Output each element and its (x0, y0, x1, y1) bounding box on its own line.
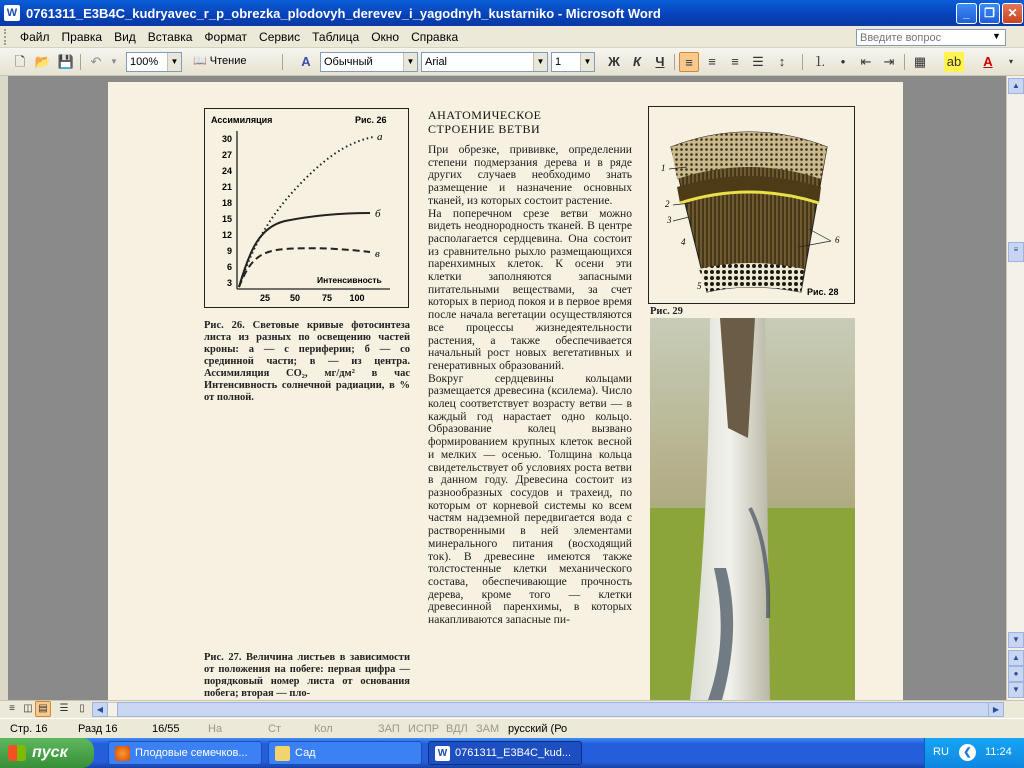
fig28-number: 6 (835, 235, 840, 245)
curve-label: а (377, 131, 383, 143)
body-text: При обрезке, прививке, определении степени подмерзания дерева и в ряде других случаев необходимо знать размещение и назначение основных тканей, из которых состоит растение. На поперечном срезе ветви можно видеть неоднородность тканей. В центре располагается сердцевина. Она состоит из сравнительно рыхло размещающихся паренхимных клеток. К осени эти клетки заполняются запасными питательными веществами, за счет которых в период покоя и в первое время после начала вегетации осуществляются все процессы жизнедеятельности растения, а также обеспечивается начальный рост новых вегетативных и генеративных образований. Вокруг сердцевины кольцами размещается древесина (ксилема). Число колец соответствует возрасту ветви — в каждый год нарастает одно кольцо. Образование колец вызвано формированием крупных клеток весной и мелких — осенью. Толщина кольца свидетельствует об условиях роста ветви в данном году. Древесина состоит из разнообразных сосудов и трахеид, по которым от корневой системы ко всем частям надземной передвигается вода с растворенными в ней элементами минерального питания (восходящий ток). В древесине имеются также толстостенные клетки механического состава, обеспечивающие прочность дерева, кроме того — клетки древесинной паренхимы, в которых накапливаются запасные пи- (428, 143, 632, 627)
status-trk[interactable]: ИСПР (408, 723, 440, 735)
figure-28-cross-section (648, 106, 855, 304)
horizontal-scrollbar[interactable] (92, 702, 1004, 717)
align-right-icon[interactable]: ≡ (731, 54, 739, 69)
fig28-number: 2 (665, 199, 670, 209)
x-tick: 75 (321, 293, 333, 303)
windows-logo-icon (8, 745, 26, 761)
fig28-label: Рис. 28 (807, 287, 839, 297)
scroll-down-icon[interactable]: ▼ (1008, 632, 1024, 648)
taskbar-item-label: Сад (295, 747, 316, 759)
y-tick: 27 (221, 150, 232, 160)
status-section: Разд 16 (78, 723, 118, 735)
new-document-icon[interactable]: 🗋 (14, 54, 26, 69)
fig26-xlabel: Интенсивность (317, 275, 382, 285)
curve-label: б (375, 208, 381, 220)
word-app-icon[interactable]: W (4, 5, 20, 21)
scroll-right-icon[interactable]: ▶ (988, 702, 1004, 717)
firefox-icon (115, 746, 130, 761)
taskbar-item-folder[interactable] (268, 741, 422, 765)
menu-help[interactable]: Справка (411, 29, 459, 44)
status-line: Ст (268, 723, 281, 735)
y-tick: 24 (221, 166, 232, 176)
y-tick: 6 (226, 262, 232, 272)
help-dropdown-icon[interactable]: ▼ (992, 31, 1001, 41)
menu-table[interactable]: Таблица (312, 29, 360, 44)
x-tick: 25 (259, 293, 271, 303)
font-color-icon[interactable]: A (983, 54, 993, 69)
normal-view-icon[interactable]: ≡ (9, 703, 15, 714)
language-indicator[interactable]: RU (933, 746, 949, 758)
y-tick: 18 (221, 198, 232, 208)
fig28-number: 4 (681, 237, 686, 247)
chevron-down-icon: ▼ (403, 53, 417, 71)
zoom-value: 100% (130, 56, 159, 68)
horizontal-scroll-thumb[interactable] (117, 702, 989, 717)
vertical-scrollbar[interactable] (1006, 76, 1024, 700)
chevron-down-icon: ▼ (533, 53, 547, 71)
chevron-down-icon: ▼ (167, 53, 181, 71)
curve-label: в (375, 248, 380, 260)
italic-button[interactable]: К (633, 54, 641, 69)
fig28-number: 5 (697, 281, 702, 291)
menu-tools[interactable]: Сервис (259, 29, 301, 44)
scroll-thumb[interactable]: ≡ (1008, 242, 1024, 262)
highlight-icon[interactable]: ab (944, 52, 964, 72)
curve-a (239, 137, 373, 287)
figure-27-caption: Рис. 27. Величина листьев в зависимости от положения на побеге: первая цифра — порядковый номер листа от основания побега; вторая — пло- (204, 652, 410, 699)
fig28-number: 1 (661, 163, 666, 173)
y-tick: 15 (221, 214, 232, 224)
status-ext[interactable]: ВДЛ (446, 723, 468, 735)
fig28-number: 3 (667, 215, 672, 225)
language-switch-icon[interactable]: ❮ (959, 744, 976, 761)
menu-format[interactable]: Формат (204, 29, 248, 44)
taskbar-item-firefox[interactable] (108, 741, 262, 765)
fig26-label: Рис. 26 (355, 115, 387, 125)
read-mode-label: Чтение (209, 55, 247, 67)
next-page-icon[interactable]: ▼ (1008, 682, 1024, 698)
scroll-up-icon[interactable]: ▲ (1008, 78, 1024, 94)
word-icon: W (435, 746, 450, 761)
zoom-combo[interactable] (126, 52, 182, 72)
font-size-combo[interactable] (551, 52, 595, 72)
font-value: Arial (425, 56, 448, 68)
status-at: На (208, 723, 223, 735)
folder-icon (275, 746, 290, 761)
menu-grip[interactable] (4, 29, 8, 45)
section-heading (428, 108, 541, 136)
status-page: Стр. 16 (10, 723, 48, 735)
align-left-icon[interactable]: ≡ (679, 52, 699, 72)
view-buttons-bar (0, 700, 1024, 718)
fig26-ylabel: Ассимиляция (211, 115, 273, 125)
figure-26-chart (204, 108, 409, 308)
system-tray (924, 738, 1024, 768)
chevron-down-icon: ▼ (580, 53, 594, 71)
status-bar (0, 718, 1024, 738)
undo-icon[interactable]: ↶ (90, 54, 102, 69)
line-spacing-icon[interactable]: ↕ (778, 54, 786, 69)
web-view-icon[interactable]: ◫ (23, 703, 33, 714)
outline-view-icon[interactable]: ☰ (59, 703, 69, 714)
document-page[interactable] (108, 82, 903, 700)
figure-29-photo (650, 318, 855, 700)
save-icon[interactable]: 💾 (57, 54, 75, 69)
menu-file[interactable]: Файл (20, 29, 50, 44)
y-tick: 9 (226, 246, 232, 256)
scroll-left-icon[interactable]: ◀ (92, 702, 108, 717)
minimize-button[interactable]: _ (956, 3, 977, 24)
status-col: Кол (314, 723, 333, 735)
status-page-count: 16/55 (152, 723, 180, 735)
standard-toolbar (0, 48, 1024, 76)
taskbar-item-word[interactable] (428, 741, 582, 765)
heading-line-2: СТРОЕНИЕ ВЕТВИ (428, 122, 541, 136)
open-folder-icon[interactable]: 📂 (34, 54, 52, 69)
toolbar-options-icon[interactable]: ▾ (1008, 57, 1013, 66)
taskbar-item-label: Плодовые семечков... (135, 747, 248, 759)
title-bar (0, 0, 1024, 26)
taskbar-item-label: 0761311_E3B4C_kud... (455, 747, 571, 759)
status-language: русский (Ро (508, 723, 568, 735)
menu-edit[interactable]: Правка (61, 29, 103, 44)
font-size-value: 1 (555, 56, 562, 68)
numbered-list-icon[interactable]: ⒈ (813, 54, 827, 69)
menu-window[interactable]: Окно (371, 29, 400, 44)
clock: 11:24 (985, 746, 1012, 758)
underline-button[interactable]: Ч (655, 54, 665, 69)
justify-icon[interactable]: ☰ (752, 54, 764, 69)
styles-pane-icon[interactable]: A (301, 54, 311, 69)
align-center-icon[interactable]: ≡ (708, 54, 716, 69)
window-title: 0761311_E3B4C_kudryavec_r_p_obrezka_plodovyh_derevev_i_yagodnyh_kustarniko - Microsoft Word (26, 5, 661, 21)
reading-view-icon[interactable]: ▯ (79, 703, 85, 714)
status-rec[interactable]: ЗАП (378, 723, 400, 735)
figure-29-label: Рис. 29 (650, 306, 683, 317)
help-search-input[interactable] (856, 29, 1006, 46)
browse-object-icon[interactable]: ● (1008, 666, 1024, 682)
bulleted-list-icon[interactable]: • (840, 54, 846, 69)
taskbar (0, 738, 1024, 768)
read-mode-button[interactable] (190, 52, 276, 72)
heading-line-1: АНАТОМИЧЕСКОЕ (428, 108, 542, 122)
close-button[interactable]: ✕ (1002, 3, 1023, 24)
start-button[interactable] (0, 738, 94, 768)
undo-dropdown-icon[interactable]: ▼ (110, 57, 118, 66)
menu-insert[interactable]: Вставка (147, 29, 193, 44)
prev-page-icon[interactable]: ▲ (1008, 650, 1024, 666)
y-tick: 3 (226, 278, 232, 288)
x-tick: 100 (349, 293, 365, 303)
status-ovr[interactable]: ЗАМ (476, 723, 500, 735)
y-tick: 30 (221, 134, 232, 144)
x-tick: 50 (289, 293, 301, 303)
print-layout-icon[interactable]: ▤ (35, 701, 51, 717)
figure-26-caption: Рис. 26. Световые кривые фотосинтеза листа из разных по освещению частей кроны: а — с периферии; б — со срединной части; в — из центра. Ассимиляция CO₂, мг/дм² в час Интенсивность солнечной радиации, в % от полной. (204, 320, 410, 403)
style-combo[interactable] (320, 52, 418, 72)
style-value: Обычный (324, 56, 373, 68)
borders-icon[interactable]: ▦ (913, 54, 927, 69)
vertical-ruler (0, 76, 8, 700)
increase-indent-icon[interactable]: ⇥ (883, 54, 895, 69)
start-label: пуск (32, 744, 68, 761)
book-icon: 📖 (193, 55, 210, 67)
font-combo[interactable] (421, 52, 548, 72)
decrease-indent-icon[interactable]: ⇤ (860, 54, 872, 69)
y-tick: 21 (221, 182, 232, 192)
y-tick: 12 (221, 230, 232, 240)
bold-button[interactable]: Ж (608, 54, 620, 69)
menu-view[interactable]: Вид (114, 29, 136, 44)
restore-button[interactable]: ❐ (979, 3, 1000, 24)
